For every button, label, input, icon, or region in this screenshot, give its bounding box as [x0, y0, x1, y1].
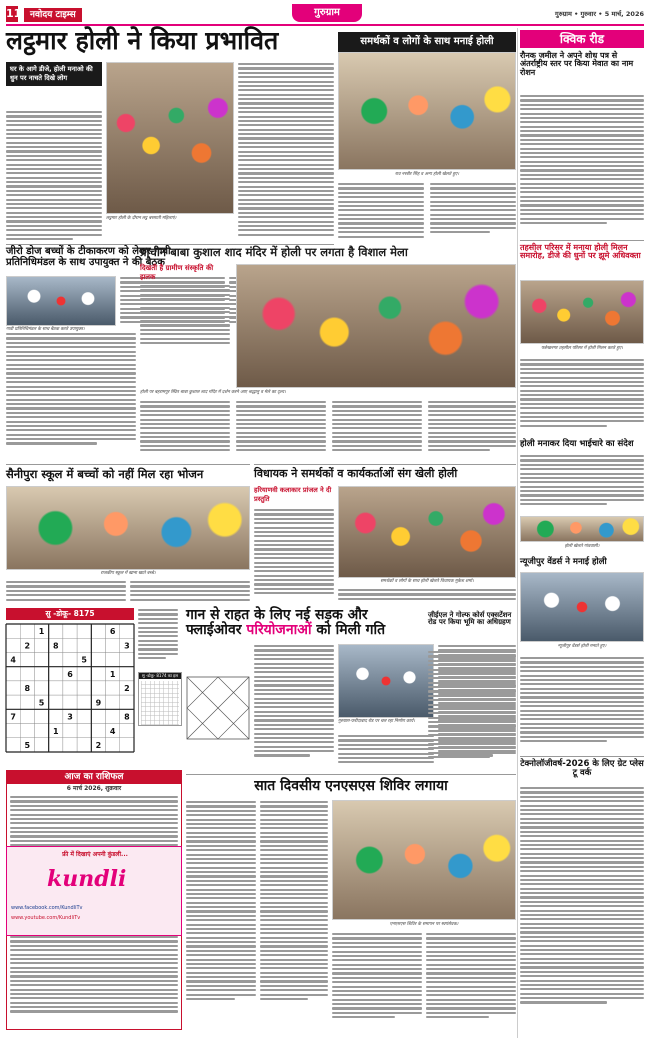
- prachin-photo-caption: होली पर बहरामपुर स्थित बाबा कुशाल शाद मंदिर में दर्शन करने आए श्रद्धालु व मेले का दृश्य।: [140, 390, 286, 395]
- sudoku-cell: [106, 695, 120, 709]
- sudoku-given-digit: 8: [24, 684, 31, 694]
- sudoku-cell: [77, 638, 91, 652]
- saat-body-3: [332, 932, 422, 1036]
- sudoku-panel: [6, 608, 134, 766]
- sudoku-cell: [106, 709, 120, 723]
- gaan-headline-part3: परियोजनाओं: [246, 621, 312, 638]
- sudoku-given-digit: 3: [67, 712, 73, 722]
- saat-photo-caption: एनएसएस शिविर के समापन पर स्वयंसेवक।: [389, 922, 459, 927]
- sainipura-headline: सैनीपुरा स्कूल में बच्चों को नहीं मिल रहा भोजन: [6, 467, 204, 481]
- sudoku-cell: [20, 695, 34, 709]
- sudoku-cell: [120, 667, 134, 681]
- lead-story: [6, 28, 334, 242]
- sudoku-cell: [77, 624, 91, 638]
- sudoku-given-digit: 2: [95, 741, 102, 751]
- gaan-headline-part4: को मिली गति: [316, 621, 386, 638]
- samarthak-photo: [338, 52, 516, 170]
- sudoku-cell: [34, 667, 48, 681]
- lead-photo: [106, 62, 234, 214]
- date-line: गुरुग्राम • गुरुवार • 5 मार्च, 2026: [555, 10, 644, 18]
- sainipura-body-2: [130, 580, 250, 604]
- sudoku-cell: [49, 695, 63, 709]
- sudoku-cell: [20, 709, 34, 723]
- sudoku-given-digit: 5: [24, 741, 31, 751]
- sudoku-given-digit: 3: [124, 641, 130, 651]
- sudoku-cell: [6, 738, 20, 752]
- prachin-body-3: [236, 400, 326, 460]
- sudoku-cell: [91, 709, 105, 723]
- sudoku-cell: [91, 652, 105, 666]
- vidhayak-body: [254, 508, 334, 604]
- vidhayak-story: [254, 464, 516, 604]
- sudoku-cell: [91, 724, 105, 738]
- gaan-body-2: [338, 734, 434, 770]
- sudoku-cell: [120, 724, 134, 738]
- sudoku-cell: [77, 724, 91, 738]
- gaan-headline-part1: गान से राहत के लिए नई सड़क और: [186, 607, 368, 623]
- jeeve-body: [428, 650, 516, 770]
- sudoku-cell: [106, 652, 120, 666]
- jeero-headline: जीरो डोज बच्चों के टीकाकरण को लेकर गावी प्रतिनिधिमंडल के साथ उपायुक्त ने की बैठक: [6, 246, 171, 268]
- newdelhi-body: [520, 656, 644, 752]
- sudoku-cell: [63, 624, 77, 638]
- saat-photo: [332, 800, 516, 920]
- sudoku-answer-grid: [141, 681, 179, 725]
- vidhayak-photo-caption: समर्थकों व लोगों के साथ होली खेलते विधायक मुकेश शर्मा।: [380, 579, 474, 584]
- samarthak-body: [338, 182, 424, 242]
- prachin-body: [140, 284, 230, 350]
- gaan-photo: [338, 644, 434, 718]
- sudoku-given-digit: 2: [124, 684, 130, 694]
- lead-body-col2: [238, 62, 334, 242]
- samarthak-body-2: [430, 182, 516, 242]
- sudoku-cell: [34, 652, 48, 666]
- lead-deck: घर के आगे डीजे, होली मनाओ की धुन पर नाचते दिखे लोग: [6, 62, 102, 86]
- sudoku-cell: [120, 738, 134, 752]
- sudoku-cell: [63, 652, 77, 666]
- sudoku-cell: [6, 638, 20, 652]
- sudoku-cell: [91, 638, 105, 652]
- sudoku-instructions: [138, 608, 178, 668]
- sudoku-cell: [49, 667, 63, 681]
- bhaichara-photo-caption: होली खेलते गांववासी।: [564, 544, 600, 549]
- sudoku-cell: [106, 638, 120, 652]
- tehsil-headline: तहसील परिसर में मनाया होली मिलन समारोह, डीजे की धुनों पर झूमे अधिवक्ता: [520, 243, 641, 261]
- page-number-badge: 11: [6, 7, 22, 20]
- sudoku-cell: [63, 738, 77, 752]
- sudoku-answer-title: सु -डोकू- 8174 का हल: [139, 673, 181, 679]
- sudoku-cell: [34, 638, 48, 652]
- sudoku-grid: [6, 624, 134, 752]
- sudoku-cell: [77, 709, 91, 723]
- prachin-photo: [236, 264, 516, 388]
- jeero-body-3: [6, 332, 136, 456]
- sudoku-cell: [120, 695, 134, 709]
- samarthak-photo-caption: राव नरबीर सिंह व अन्य होली खेलते हुए।: [395, 172, 459, 177]
- ad-facebook[interactable]: www.facebook.com/KundliTv: [11, 905, 83, 911]
- sudoku-given-digit: 4: [10, 655, 16, 665]
- bhaichara-headline: होली मनाकर दिया भाईचारे का संदेश: [520, 439, 634, 449]
- newdelhi-headline: न्यूजीपुर वेंडर्स ने मनाई होली: [520, 557, 607, 567]
- kundli-ad: [6, 846, 182, 936]
- sudoku-cell: [77, 681, 91, 695]
- sudoku-cell: [77, 738, 91, 752]
- jeero-photo-caption: गावी प्रतिनिधिमंडल के साथ बैठक करते उपायुक्त।: [6, 327, 85, 332]
- sudoku-cell: [6, 667, 20, 681]
- techno-headline: टेक्नोलॉजीवर्ष-2026 के लिए ग्रेट प्लेस टू वर्क: [520, 759, 644, 778]
- section-tab: गुरुग्राम: [292, 4, 362, 22]
- sainipura-body: [6, 580, 126, 604]
- sainipura-photo-caption: राजकीय स्कूल में खाना खाते बच्चे।: [100, 571, 156, 576]
- ad-youtube[interactable]: www.youtube.com/KundliTv: [11, 915, 81, 921]
- sudoku-cell: [77, 667, 91, 681]
- sudoku-cell: [20, 667, 34, 681]
- sudoku-cell: [34, 681, 48, 695]
- prachin-body-2: [140, 400, 230, 460]
- techno-body: [520, 786, 644, 1036]
- quick-lead-body: [520, 94, 644, 234]
- prachin-headline: प्राचीन बाबा कुशाल शाद मंदिर में होली पर लगता है विशाल मेला: [140, 245, 408, 259]
- samarthak-headline: समर्थकों व लोगों के साथ मनाई होली: [338, 32, 516, 52]
- saat-body-2: [260, 800, 328, 1036]
- saat-rule: [186, 774, 516, 775]
- sudoku-given-digit: 4: [109, 726, 116, 736]
- sudoku-given-digit: 8: [124, 712, 130, 722]
- sudoku-cell: [20, 652, 34, 666]
- sudoku-cell: [63, 681, 77, 695]
- bhaichara-body: [520, 454, 644, 512]
- prachin-kicker: दिखती है ग्रामीण संस्कृति की झलक: [140, 264, 214, 281]
- jeeve-headline: जीईएल ने गोल्फ कोर्स एक्सटेंशन रोड पर किया भूमि का अधिग्रहण: [428, 611, 512, 627]
- sudoku-cell: [20, 724, 34, 738]
- sudoku-cell: [106, 738, 120, 752]
- sudoku-title: सु -डोकू- 8175: [6, 608, 134, 620]
- ad-brand: kundli: [47, 866, 127, 892]
- quick-read-label: क्विक रीड: [520, 30, 644, 48]
- sudoku-cell: [20, 624, 34, 638]
- bhaichara-photo: [520, 516, 644, 542]
- sudoku-cell: [63, 724, 77, 738]
- column-divider-1: [517, 28, 518, 1038]
- saat-body-4: [426, 932, 516, 1036]
- sudoku-cell: [6, 624, 20, 638]
- sudoku-cell: [91, 681, 105, 695]
- quick-lead-headline: रौनक जमील ने अपने शोध पत्र से अंतर्राष्ट्रीय स्तर पर किया मेवात का नाम रोशन: [520, 51, 634, 77]
- masthead: [6, 4, 644, 26]
- rashifal-date: 6 मार्च 2026, शुक्रवार: [66, 785, 122, 792]
- sudoku-cell: [63, 695, 77, 709]
- sudoku-given-digit: 1: [109, 669, 116, 679]
- sudoku-given-digit: 9: [95, 698, 102, 708]
- ad-tagline: फ्री में दिखाएं अपनी कुंडली...: [62, 851, 128, 858]
- tehsil-rule: [520, 240, 644, 241]
- lead-body-col1: [6, 110, 102, 242]
- lead-photo-caption: लट्ठमार होली के दौरान लट्ठ बरसाती महिलाएं।: [106, 216, 177, 221]
- vidhayak-body-2: [338, 588, 516, 604]
- samarthak-story: [338, 28, 516, 242]
- quick-read-column: [428, 28, 644, 1038]
- sudoku-given-digit: 1: [38, 627, 45, 637]
- tehsil-photo-caption: फर्रुखनगर तहसील परिसर में होली मिलन करते हुए।: [541, 346, 623, 351]
- sudoku-answer-box: [138, 672, 182, 726]
- sudoku-given-digit: 5: [38, 698, 45, 708]
- sudoku-cell: [77, 695, 91, 709]
- sainipura-story: [6, 464, 250, 604]
- sudoku-given-digit: 6: [109, 627, 116, 637]
- sudoku-cell: [49, 652, 63, 666]
- sudoku-cell: [120, 652, 134, 666]
- sainipura-photo: [6, 486, 250, 570]
- sudoku-cell: [6, 695, 20, 709]
- prachin-body-4: [332, 400, 422, 460]
- lead-headline: लट्ठमार होली ने किया प्रभावित: [6, 26, 279, 55]
- sudoku-cell: [34, 738, 48, 752]
- jeero-photo: [6, 276, 116, 326]
- sudoku-cell: [49, 681, 63, 695]
- saat-body: [186, 800, 256, 1036]
- gaan-body: [254, 644, 334, 770]
- prachin-story: [140, 244, 516, 464]
- prachin-body-5: [428, 400, 516, 460]
- rashifal-title: आज का राशिफल: [7, 771, 181, 784]
- saat-headline: सात दिवसीय एनएसएस शिविर लगाया: [254, 778, 448, 794]
- vidhayak-headline: विधायक ने समर्थकों व कार्यकर्ताओं संग खेली होली: [254, 467, 458, 480]
- tehsil-body: [520, 358, 644, 434]
- newdelhi-photo: [520, 572, 644, 642]
- vidhayak-photo: [338, 486, 516, 578]
- sudoku-cell: [63, 638, 77, 652]
- sainipura-rule: [6, 464, 250, 465]
- vidhayak-rule: [254, 464, 516, 465]
- tehsil-photo: [520, 280, 644, 344]
- sudoku-given-digit: 2: [24, 641, 31, 651]
- sudoku-cell: [120, 624, 134, 638]
- paper-name: नवोदय टाइम्स: [24, 8, 82, 22]
- sudoku-cell: [34, 709, 48, 723]
- sudoku-cell: [6, 681, 20, 695]
- gaan-photo-caption: गुरुग्राम-फरीदाबाद रोड पर चल रहा निर्माण कार्य।: [338, 719, 415, 724]
- sudoku-given-digit: 6: [67, 669, 73, 679]
- sudoku-cell: [91, 624, 105, 638]
- sudoku-cell: [49, 624, 63, 638]
- sudoku-given-digit: 1: [52, 726, 59, 736]
- sudoku-given-digit: 8: [52, 641, 59, 651]
- sudoku-cell: [34, 724, 48, 738]
- sudoku-cell: [106, 681, 120, 695]
- sudoku-cell: [6, 724, 20, 738]
- vidhayak-kicker: हरियाणवी कलाकार प्रांजल ने दी प्रस्तुति: [254, 486, 332, 503]
- saat-divsiya-story: [186, 774, 516, 1036]
- sudoku-cell: [49, 709, 63, 723]
- sudoku-given-digit: 7: [10, 712, 16, 722]
- sudoku-cell: [91, 667, 105, 681]
- techno-rule: [520, 756, 644, 757]
- sudoku-cell: [49, 738, 63, 752]
- sudoku-given-digit: 5: [81, 655, 88, 665]
- newdelhi-photo-caption: न्यूजीपुर वेंडर्स होली मनाते हुए।: [557, 644, 607, 649]
- gaan-headline-part2: फ्लाईओवर: [186, 621, 242, 638]
